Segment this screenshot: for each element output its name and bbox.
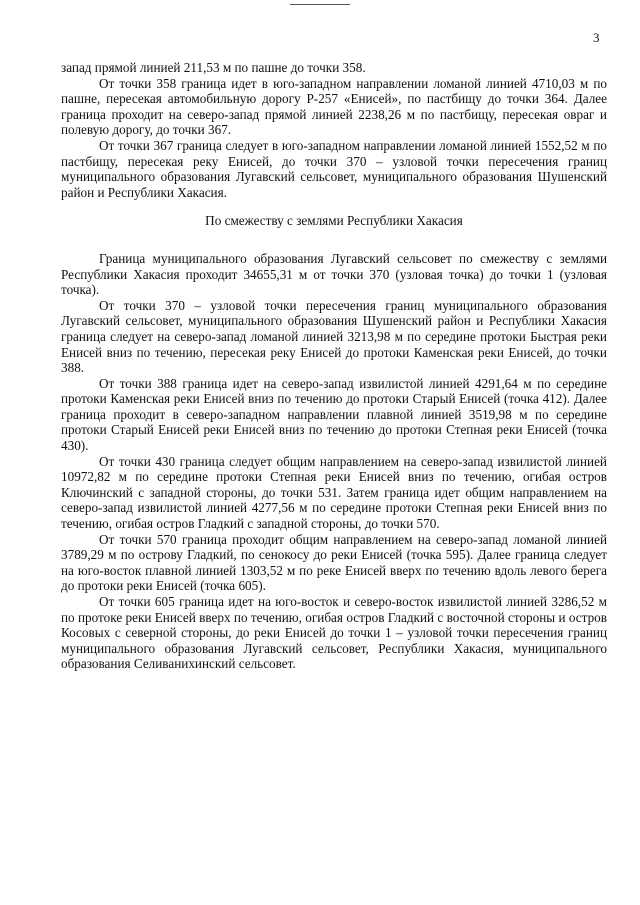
- document-body: [61, 60, 607, 672]
- paragraph: От точки 570 граница проходит общим направлением на северо-запад ломаной линией 3789,29 м по острову Гладкий, по сенокосу до реки Енисей (точка 595). Далее граница следует на юго-восток плавной линией 1303,52 м по реке Енисей вверх по течению вдоль левого берега до протоки реки Енисей (точка 605).: [61, 531, 607, 594]
- paragraph: От точки 370 – узловой точки пересечения границ муниципального образования Лугавский сельсовет, муниципального образования Шушенский район и Республики Хакасия граница следует на северо-запад ломаной линией 3213,98 м по середине протоки Быстрая реки Енисей вниз по течению, пересекая реку Енисей до протоки Каменская реки Енисей, до точки 388.: [61, 297, 607, 376]
- paragraph: От точки 605 граница идет на юго-восток и северо-восток извилистой линией 3286,52 м по протоке реки Енисей вверх по течению, огибая остров Гладкий с восточной стороны и остров Косовых с северной стороны, до реки Енисей до точки 1 – узловой точки пересечения границ муниципального образования Лугавский сельсовет, Республики Хакасия, муниципального образования Селиванихинский сельсовет.: [61, 594, 607, 672]
- top-rule: [290, 4, 350, 5]
- paragraph: Граница муниципального образования Лугавский сельсовет по смежеству с землями Республики Хакасия проходит 34655,31 м от точки 370 (узловая точка) до точки 1 (узловая точка).: [61, 250, 607, 298]
- page-number: 3: [593, 30, 600, 45]
- section-heading: По смежеству с землями Республики Хакасия: [205, 213, 463, 229]
- paragraph: запад прямой линией 211,53 м по пашне до точки 358.: [61, 60, 366, 75]
- paragraph: От точки 367 граница следует в юго-западном направлении ломаной линией 1552,52 м по пастбищу, пересекая реку Енисей, до точки 370 – узловой точки пересечения границ муниципального образования Лугавский сельсовет, муниципального образования Шушенский район и Республики Хакасия.: [61, 137, 607, 200]
- paragraph: От точки 388 граница идет на северо-запад извилистой линией 4291,64 м по середине протоки Каменская реки Енисей вниз по течению до протоки Старый Енисей (точка 412). Далее граница проходит в северо-западном направлении плавной линией 3519,98 м по середине протоки Старый Енисей реки Енисей вниз по течению до протоки Степная реки Енисей (точка 430).: [61, 375, 607, 454]
- heading-spacer: [61, 241, 607, 251]
- paragraph: От точки 430 граница следует общим направлением на северо-запад извилистой линией 10972,82 м по середине протоки Степная реки Енисей вниз по течению, огибая остров Ключинский с западной стороны, до точки 531. Затем граница идет общим направлением на северо-запад извилистой линией 4277,56 м по середине протоки Степная реки Енисей вниз по течению, огибая остров Гладкий с западной стороны, до точки 570.: [61, 453, 607, 532]
- paragraph: От точки 358 граница идет в юго-западном направлении ломаной линией 4710,03 м по пашне, пересекая автомобильную дорогу Р-257 «Енисей», по пастбищу до точки 364. Далее граница проходит на северо-запад прямой линией 2238,26 м по пастбищу, пересекая овраг и полевую дорогу, до точки 367.: [61, 75, 607, 138]
